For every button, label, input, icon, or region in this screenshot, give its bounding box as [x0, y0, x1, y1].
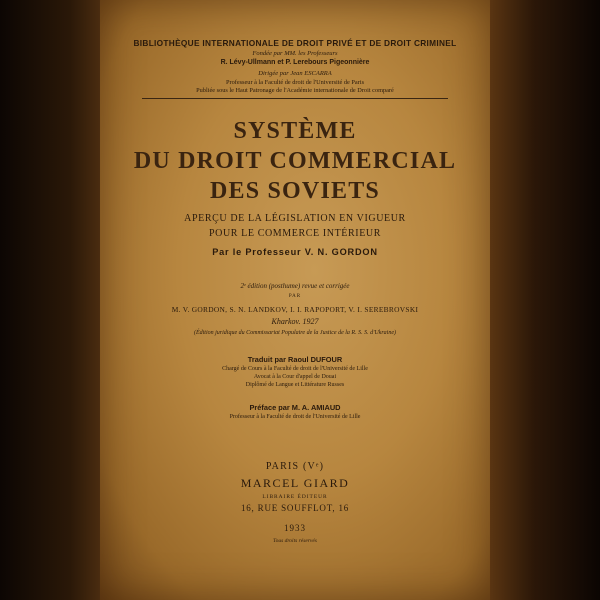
- edition-authors: M. V. GORDON, S. N. LANDKOV, I. I. RAPOPORT, V. I. SEREBROVSKI: [171, 305, 419, 314]
- subtitle-line-2: POUR LE COMMERCE INTÉRIEUR: [209, 228, 381, 239]
- page-shadow-right: [490, 0, 600, 600]
- rights-notice: Tous droits réservés: [273, 538, 317, 544]
- title-page: [100, 0, 490, 600]
- publisher-address: 16, RUE SOUFFLOT, 16: [240, 503, 350, 513]
- page-shadow-left: [0, 0, 100, 600]
- publication-year: 1933: [284, 523, 306, 533]
- preface: Préface par M. A. AMIAUD: [249, 403, 341, 412]
- translator: Traduit par Raoul DUFOUR: [247, 355, 343, 364]
- title-line-1: SYSTÈME: [233, 118, 357, 144]
- publisher-city: PARIS (Vᵉ): [265, 461, 325, 472]
- series-directed: Dirigée par Jean ESCARRA: [258, 70, 332, 77]
- series-director-title: Professeur à la Faculté de droit de l'Université de Paris: [225, 79, 365, 86]
- translator-line-2: Avocat à la Cour d'appel de Douai: [253, 374, 337, 380]
- title-line-3: DES SOVIETS: [210, 178, 380, 204]
- edition-line: 2ᵉ édition (posthume) revue et corrigée: [240, 282, 350, 290]
- edition-city: Kharkov. 1927: [271, 317, 319, 326]
- edition-par: PAR: [288, 294, 302, 299]
- divider: [142, 98, 448, 99]
- series-founders: R. Lévy-Ullmann et P. Lerebours Pigeonnière: [220, 59, 370, 66]
- preface-line: Professeur à la Faculté de droit de l'Université de Lille: [229, 414, 361, 420]
- publisher-name: MARCEL GIARD: [240, 476, 350, 490]
- translator-line-1: Chargé de Cours à la Faculté de droit de l'Université de Lille: [222, 366, 368, 372]
- series-title: BIBLIOTHÈQUE INTERNATIONALE DE DROIT PRIVÉ ET DE DROIT CRIMINEL: [133, 38, 457, 48]
- author: Par le Professeur V. N. GORDON: [212, 247, 378, 257]
- translator-line-3: Diplômé de Langue et Littérature Russes: [245, 382, 345, 388]
- title-line-2: DU DROIT COMMERCIAL: [133, 148, 457, 174]
- subtitle-line-1: APERÇU DE LA LÉGISLATION EN VIGUEUR: [184, 213, 406, 224]
- series-founded: Fondée par MM. les Professeurs: [252, 50, 338, 57]
- series-patronage: Publiée sous le Haut Patronage de l'Académie internationale de Droit comparé: [196, 87, 394, 94]
- edition-publisher-note: (Édition juridique du Commissariat Populaire de la Justice de la R. S. S. d'Ukraine): [193, 330, 397, 336]
- publisher-label: LIBRAIRE ÉDITEUR: [262, 494, 328, 500]
